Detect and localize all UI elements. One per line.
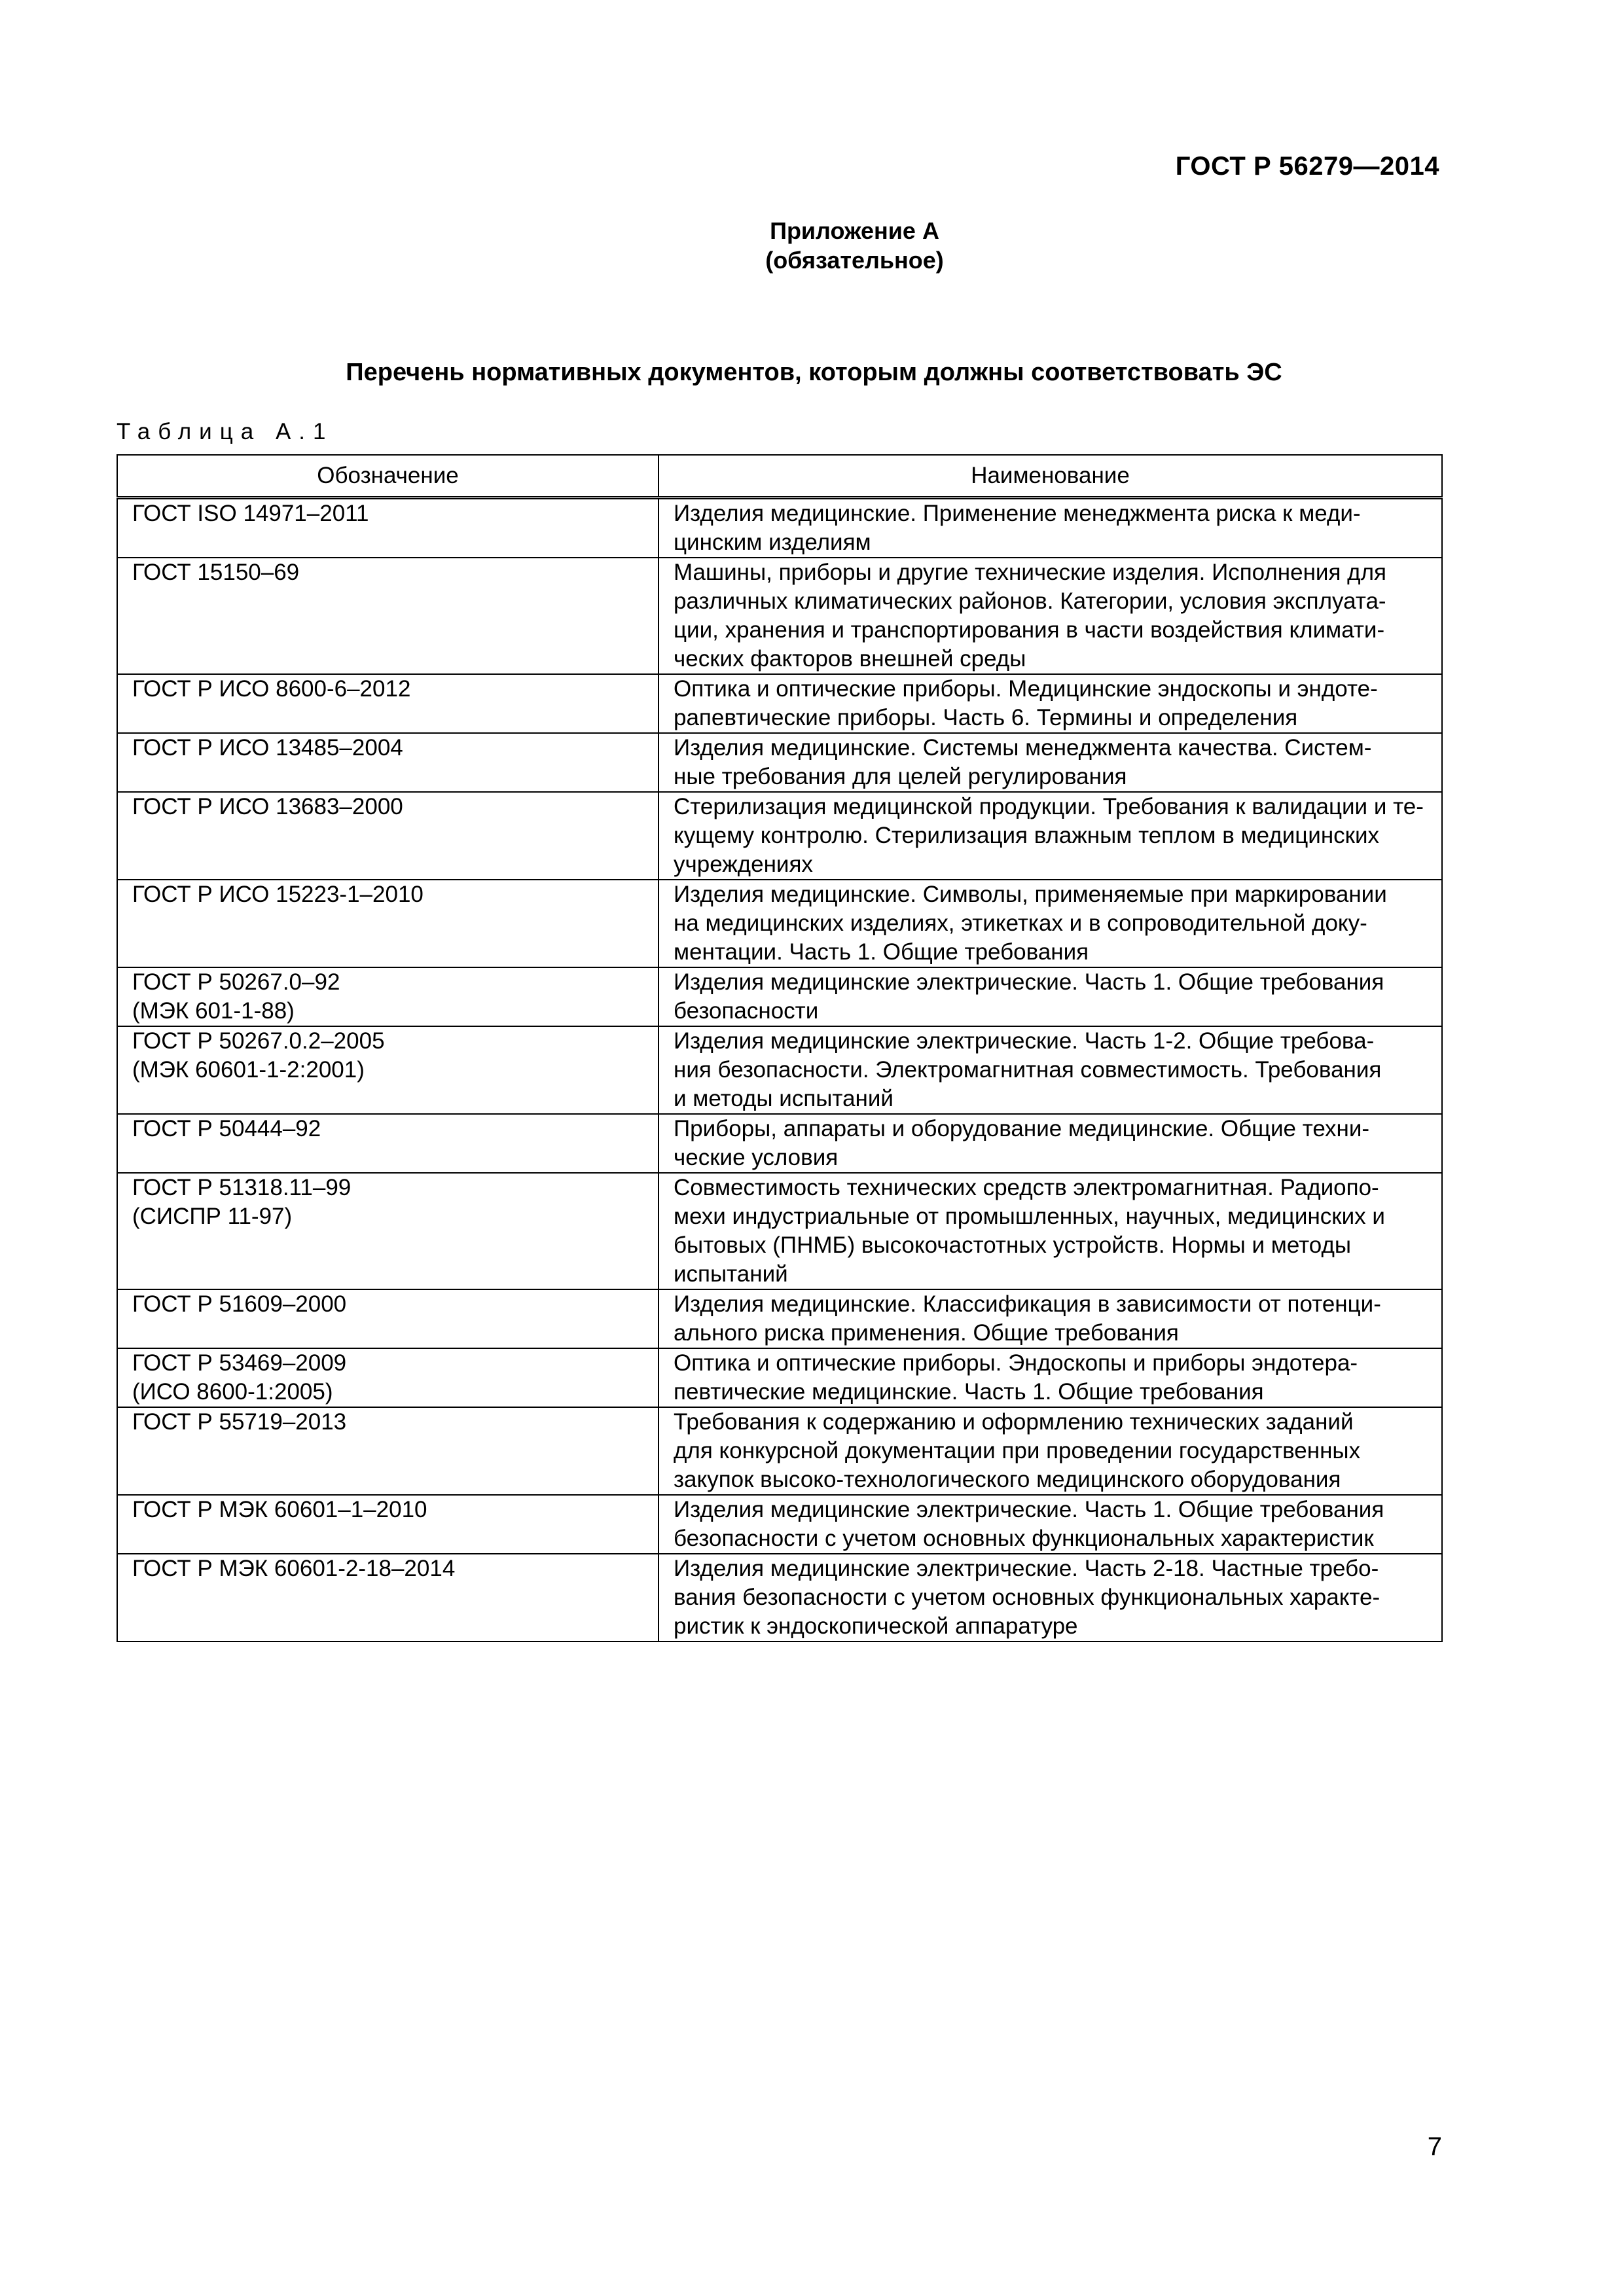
cell-designation: ГОСТ Р 51609–2000	[117, 1289, 659, 1348]
cell-designation: ГОСТ Р МЭК 60601–1–2010	[117, 1495, 659, 1554]
cell-name: Изделия медицинские. Системы менеджмента качества. Систем- ные требования для целей регулирования	[659, 733, 1442, 792]
cell-designation: ГОСТ Р 50444–92	[117, 1114, 659, 1173]
table-caption: Таблица А.1	[117, 419, 334, 444]
cell-name: Оптика и оптические приборы. Эндоскопы и приборы эндотера- певтические медицинские. Часть 1. Общие требования	[659, 1348, 1442, 1407]
list-title	[0, 359, 1624, 387]
table-row	[117, 674, 1442, 733]
table-row	[117, 880, 1442, 967]
table-row	[117, 1289, 1442, 1348]
cell-name: Изделия медицинские электрические. Часть 1. Общие требования безопасности с учетом основных функциональных характеристик	[659, 1495, 1442, 1554]
cell-name: Изделия медицинские электрические. Часть 1-2. Общие требова- ния безопасности. Электромагнитная совместимость. Требования и методы испытаний	[659, 1026, 1442, 1114]
table-row	[117, 498, 1442, 558]
cell-designation: ГОСТ ISO 14971–2011	[117, 498, 659, 558]
list-title-text: Перечень нормативных документов, которым должны соответствовать ЭС	[346, 359, 1282, 386]
cell-designation: ГОСТ Р 51318.11–99 (СИСПР 11-97)	[117, 1173, 659, 1289]
cell-name: Машины, приборы и другие технические изделия. Исполнения для различных климатических районов. Категории, условия эксплуата- ции, хранения и транспортирования в части воздействия климати- ческих факторов внешней среды	[659, 558, 1442, 674]
table-row	[117, 1026, 1442, 1114]
table-header-row	[117, 455, 1442, 498]
cell-name: Изделия медицинские электрические. Часть 2-18. Частные требо- вания безопасности с учетом основных функциональных характе- ристик к эндоскопической аппаратуре	[659, 1554, 1442, 1641]
table-row	[117, 1114, 1442, 1173]
cell-name: Изделия медицинские. Символы, применяемые при маркировании на медицинских изделиях, этикетках и в сопроводительной доку- ментации. Часть 1. Общие требования	[659, 880, 1442, 967]
column-header-name: Наименование	[659, 455, 1442, 498]
cell-name: Изделия медицинские электрические. Часть 1. Общие требования безопасности	[659, 967, 1442, 1026]
cell-designation: ГОСТ 15150–69	[117, 558, 659, 674]
cell-designation: ГОСТ Р ИСО 15223-1–2010	[117, 880, 659, 967]
cell-designation: ГОСТ Р ИСО 13485–2004	[117, 733, 659, 792]
cell-name: Изделия медицинские. Применение менеджмента риска к меди- цинским изделиям	[659, 498, 1442, 558]
table-body	[117, 498, 1442, 1642]
cell-designation: ГОСТ Р 50267.0.2–2005 (МЭК 60601-1-2:2001)	[117, 1026, 659, 1114]
appendix-title: Приложение А	[770, 217, 939, 244]
cell-name: Совместимость технических средств электромагнитная. Радиопо- мехи индустриальные от промышленных, научных, медицинских и бытовых (ПНМБ) высокочастотных устройств. Нормы и методы испытаний	[659, 1173, 1442, 1289]
cell-name: Требования к содержанию и оформлению технических заданий для конкурсной документации при проведении государственных закупок высоко-технологического медицинского оборудования	[659, 1407, 1442, 1495]
cell-name: Оптика и оптические приборы. Медицинские эндоскопы и эндоте- рапевтические приборы. Часть 6. Термины и определения	[659, 674, 1442, 733]
cell-name: Изделия медицинские. Классификация в зависимости от потенци- ального риска применения. Общие требования	[659, 1289, 1442, 1348]
cell-designation: ГОСТ Р 55719–2013	[117, 1407, 659, 1495]
column-header-designation: Обозначение	[117, 455, 659, 498]
table-row	[117, 1495, 1442, 1554]
cell-name: Стерилизация медицинской продукции. Требования к валидации и те- кущему контролю. Стерилизация влажным теплом в медицинских учреждениях	[659, 792, 1442, 880]
table-row	[117, 792, 1442, 880]
table-row	[117, 1348, 1442, 1407]
document-code: ГОСТ Р 56279—2014	[1175, 152, 1439, 181]
table-row	[117, 1554, 1442, 1641]
standards-table	[117, 454, 1443, 1642]
page-number: 7	[1427, 2132, 1442, 2161]
appendix-heading	[0, 216, 1624, 275]
cell-designation: ГОСТ Р 50267.0–92 (МЭК 601-1-88)	[117, 967, 659, 1026]
cell-name: Приборы, аппараты и оборудование медицинские. Общие техни- ческие условия	[659, 1114, 1442, 1173]
cell-designation: ГОСТ Р 53469–2009 (ИСО 8600-1:2005)	[117, 1348, 659, 1407]
cell-designation: ГОСТ Р МЭК 60601-2-18–2014	[117, 1554, 659, 1641]
cell-designation: ГОСТ Р ИСО 13683–2000	[117, 792, 659, 880]
table-row	[117, 558, 1442, 674]
table-row	[117, 967, 1442, 1026]
table-row	[117, 1407, 1442, 1495]
table-row	[117, 733, 1442, 792]
appendix-status: (обязательное)	[765, 247, 944, 274]
cell-designation: ГОСТ Р ИСО 8600-6–2012	[117, 674, 659, 733]
table-row	[117, 1173, 1442, 1289]
